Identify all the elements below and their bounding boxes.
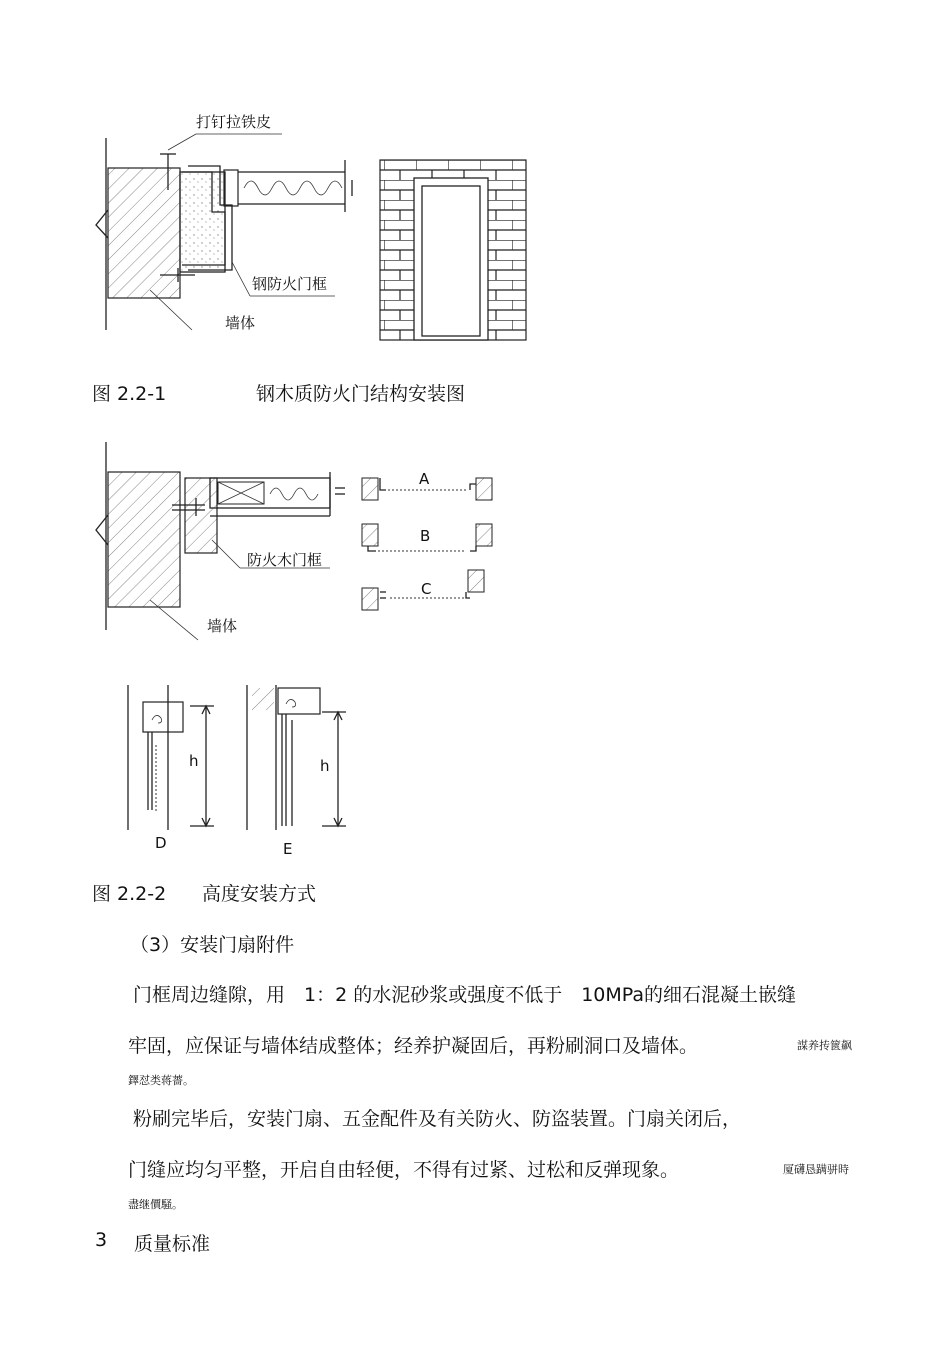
paragraph-1-line-2: 牢固，应保证与墙体结成整体；经养护凝固后，再粉刷洞口及墙体。 (128, 1035, 699, 1057)
steel-frame-detail (96, 134, 352, 330)
label-wood-frame: 防火木门框 (247, 551, 323, 569)
figure-2-caption-number: 图 2.2-2 (92, 883, 167, 905)
height-section-e (247, 685, 346, 830)
figure-2-caption-title: 高度安装方式 (202, 883, 317, 905)
label-steel-frame: 钢防火门框 (252, 275, 328, 293)
paragraph-2-note-a: 厦礴恳蹒骈時 (783, 1163, 849, 1176)
paragraph-1-note-a: 謀养抟篋飙 (797, 1039, 852, 1052)
label-variant-c: C (421, 580, 432, 598)
chapter-title: 质量标准 (134, 1233, 211, 1255)
label-variant-b: B (420, 527, 431, 545)
label-wall-2: 墙体 (207, 617, 238, 635)
paragraph-2-line-1: 粉刷完毕后，安装门扇、五金配件及有关防火、防盗装置。门扇关闭后， (133, 1108, 742, 1130)
figure-1-caption-number: 图 2.2-1 (92, 383, 167, 405)
height-section-d (128, 685, 214, 830)
brick-wall-elevation (380, 160, 526, 340)
figure-1-caption-title: 钢木质防火门结构安装图 (256, 383, 466, 405)
label-height-d: h (189, 752, 199, 770)
label-variant-a: A (419, 470, 430, 488)
paragraph-2-line-2: 门缝应均匀平整，开启自由轻便，不得有过紧、过松和反弹现象。 (128, 1159, 680, 1181)
label-nail-strap: 打钉拉铁皮 (196, 113, 272, 131)
label-variant-d: D (155, 834, 167, 852)
section-heading: （3）安装门扇附件 (130, 934, 295, 956)
chapter-number: 3 (95, 1229, 108, 1251)
label-height-e: h (320, 757, 330, 775)
label-variant-e: E (283, 840, 293, 858)
paragraph-1-line-1: 门框周边缝隙，用 1：2 的水泥砂浆或强度不低于 10MPa的细石混凝土嵌缝 (133, 984, 797, 1006)
wood-frame-detail (96, 442, 345, 640)
paragraph-2-note-b: 盡继價騒。 (128, 1198, 183, 1211)
paragraph-1-note-b: 鐸怼类蒋薔。 (128, 1074, 194, 1087)
label-wall-1: 墙体 (225, 314, 256, 332)
